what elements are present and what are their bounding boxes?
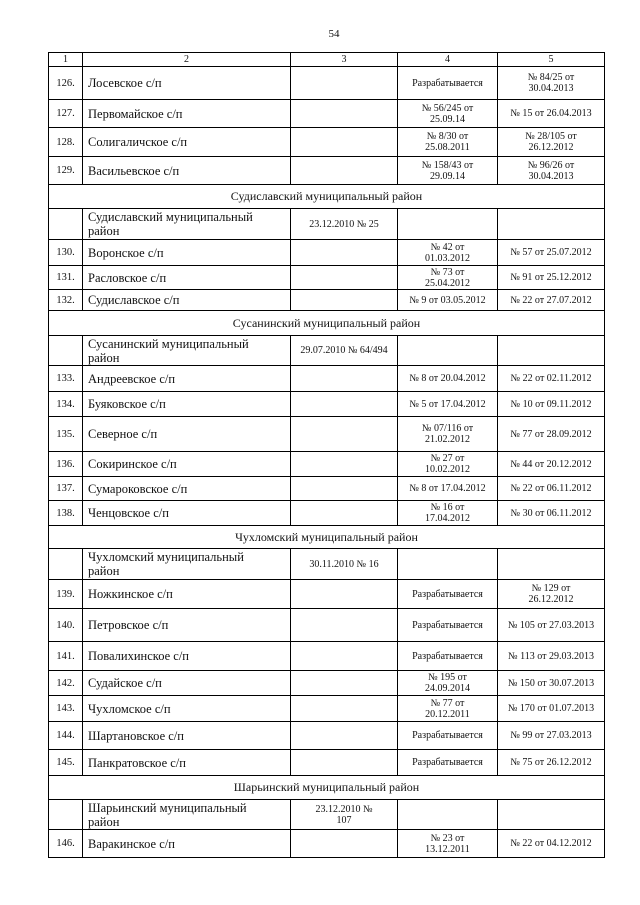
row-number: 135. — [56, 428, 75, 440]
column-5-value-cell — [498, 722, 605, 750]
column-5-value-cell — [498, 750, 605, 776]
column-4-value: № 07/116 от 21.02.2012 — [421, 423, 474, 445]
table-row — [49, 830, 605, 858]
column-5-value-cell — [498, 100, 605, 128]
column-4-value: Разрабатывается — [412, 77, 483, 89]
row-number-cell — [49, 209, 83, 240]
settlement-name-cell — [83, 696, 291, 722]
column-3-value-cell — [291, 501, 398, 526]
row-number: 134. — [56, 398, 75, 410]
column-5-value: № 22 от 02.11.2012 — [510, 373, 592, 384]
column-3-value-cell — [291, 642, 398, 671]
district-document-cell — [291, 336, 398, 366]
table-body — [49, 67, 605, 858]
column-3-value-cell — [291, 452, 398, 477]
settlement-name-cell — [83, 477, 291, 501]
row-number: 141. — [56, 650, 75, 662]
column-4-value: № 73 от 25.04.2012 — [425, 266, 470, 289]
column-5-value: № 96/26 от 30.04.2013 — [527, 159, 575, 182]
column-5-value-cell — [498, 417, 605, 452]
settlement-name: Петровское с/п — [88, 618, 169, 632]
section-row — [49, 776, 605, 800]
settlement-name: Повалихинское с/п — [88, 649, 190, 663]
table-row — [49, 290, 605, 311]
row-number-cell — [49, 240, 83, 266]
district-document-cell — [291, 800, 398, 830]
settlement-name-cell — [83, 452, 291, 477]
settlement-name: Сумароковское с/п — [88, 481, 188, 496]
district-document-cell — [291, 209, 398, 240]
settlement-name-cell — [83, 501, 291, 526]
table-row — [49, 266, 605, 290]
column-3-value-cell — [291, 366, 398, 392]
column-3-value-cell — [291, 392, 398, 417]
row-number: 143. — [56, 703, 75, 714]
settlement-name: Панкратовское с/п — [88, 755, 186, 770]
row-number-cell — [49, 671, 83, 696]
settlement-name: Сокиринское с/п — [88, 457, 177, 471]
row-number: 144. — [56, 730, 75, 741]
row-number-cell — [49, 417, 83, 452]
column-3-value-cell — [291, 696, 398, 722]
column-4-value-cell — [398, 67, 498, 100]
settlement-name: Шартановское с/п — [88, 728, 184, 743]
column-4-value: № 27 от 10.02.2012 — [425, 453, 470, 475]
column-4-value-cell — [398, 417, 498, 452]
column-5-value-cell — [498, 830, 605, 858]
district-document: 23.12.2010 № 25 — [309, 218, 379, 230]
column-4-value-cell — [398, 290, 498, 311]
column-3-value-cell — [291, 477, 398, 501]
column-4-value-cell — [398, 696, 498, 722]
table-row — [49, 417, 605, 452]
settlement-name: Солигаличское с/п — [88, 135, 188, 149]
row-number-cell — [49, 642, 83, 671]
column-4-value-cell — [398, 336, 498, 366]
section-heading: Чухломский муниципальный район — [235, 529, 418, 544]
table-row — [49, 642, 605, 671]
column-4-value-cell — [398, 266, 498, 290]
column-4-value: Разрабатывается — [412, 730, 483, 741]
table-row — [49, 100, 605, 128]
column-3-value-cell — [291, 67, 398, 100]
row-number: 126. — [56, 77, 75, 89]
column-5-value-cell — [498, 671, 605, 696]
column-header-2: 2 — [83, 53, 291, 67]
row-number: 129. — [56, 165, 75, 176]
settlement-name: Северное с/п — [88, 427, 158, 441]
row-number-cell — [49, 67, 83, 100]
column-5-value: № 15 от 26.04.2013 — [510, 108, 592, 119]
row-number-cell — [49, 100, 83, 128]
settlement-name-cell — [83, 392, 291, 417]
column-5-value: № 129 от 26.12.2012 — [528, 583, 574, 605]
row-number-cell — [49, 157, 83, 185]
settlement-name: Судиславское с/п — [88, 293, 180, 307]
section-heading: Шарьинский муниципальный район — [233, 780, 420, 794]
table-row — [49, 67, 605, 100]
column-5-value: № 30 от 06.11.2012 — [510, 507, 592, 519]
district-name: Чухломский муниципальный район — [88, 550, 244, 578]
settlement-name-cell — [83, 671, 291, 696]
column-5-value-cell — [498, 642, 605, 671]
settlement-name-cell — [83, 240, 291, 266]
column-5-value: № 150 от 30.07.2013 — [507, 677, 595, 689]
settlements-table — [48, 52, 605, 858]
table-row — [49, 128, 605, 157]
settlement-name-cell — [83, 750, 291, 776]
column-4-value-cell — [398, 800, 498, 830]
column-3-value-cell — [291, 609, 398, 642]
row-number: 146. — [56, 838, 75, 849]
row-number: 139. — [56, 588, 75, 600]
row-number: 131. — [56, 272, 75, 283]
header-row — [49, 53, 605, 67]
table-row — [49, 392, 605, 417]
row-number-cell — [49, 477, 83, 501]
settlement-name: Буяковское с/п — [88, 397, 166, 411]
column-4-value: № 56/245 от 25.09.14 — [421, 102, 474, 125]
column-4-value-cell — [398, 642, 498, 671]
column-3-value-cell — [291, 290, 398, 311]
row-number: 133. — [56, 373, 75, 384]
column-5-value-cell — [498, 67, 605, 100]
table-row — [49, 477, 605, 501]
column-5-value-cell — [498, 392, 605, 417]
column-5-value-cell — [498, 157, 605, 185]
settlement-name-cell — [83, 580, 291, 609]
column-4-value: № 8 от 17.04.2012 — [409, 483, 486, 494]
row-number: 132. — [56, 294, 75, 306]
column-5-value: № 57 от 25.07.2012 — [510, 247, 592, 258]
row-number: 138. — [56, 507, 75, 519]
settlement-name-cell — [83, 157, 291, 185]
column-4-value: Разрабатывается — [412, 650, 483, 662]
column-header-5: 5 — [498, 53, 605, 67]
column-4-value: № 158/43 от 29.09.14 — [421, 159, 474, 182]
settlement-name-cell — [83, 366, 291, 392]
district-row — [49, 209, 605, 240]
settlement-name: Расловское с/п — [88, 270, 167, 285]
column-5-value-cell — [498, 800, 605, 830]
settlement-name-cell — [83, 67, 291, 100]
table-row — [49, 696, 605, 722]
district-name: Сусанинский муниципальный район — [88, 336, 249, 365]
section-row — [49, 185, 605, 209]
column-5-value: № 22 от 27.07.2012 — [510, 294, 592, 306]
column-5-value: № 75 от 26.12.2012 — [510, 757, 592, 768]
column-5-value: № 91 от 25.12.2012 — [510, 272, 592, 283]
district-name-cell — [83, 800, 291, 830]
column-4-value: № 9 от 03.05.2012 — [409, 294, 486, 306]
column-4-value: № 77 от 20.12.2011 — [425, 697, 470, 720]
district-document: 23.12.2010 № 107 — [315, 803, 373, 826]
column-4-value-cell — [398, 392, 498, 417]
column-header-1: 1 — [49, 53, 83, 67]
column-5-value: № 105 от 27.03.2013 — [507, 619, 595, 631]
column-5-value-cell — [498, 290, 605, 311]
row-number-cell — [49, 580, 83, 609]
column-5-value-cell — [498, 580, 605, 609]
column-5-value: № 44 от 20.12.2012 — [510, 458, 592, 470]
district-document: 29.07.2010 № 64/494 — [300, 345, 388, 356]
table-row — [49, 750, 605, 776]
district-document-cell — [291, 549, 398, 580]
row-number-cell — [49, 128, 83, 157]
column-5-value: № 170 от 01.07.2013 — [507, 703, 595, 714]
row-number-cell — [49, 722, 83, 750]
section-heading-cell — [49, 526, 605, 549]
section-heading-cell — [49, 311, 605, 336]
settlement-name-cell — [83, 830, 291, 858]
column-5-value-cell — [498, 366, 605, 392]
column-4-value-cell — [398, 750, 498, 776]
column-4-value-cell — [398, 240, 498, 266]
column-5-value-cell — [498, 696, 605, 722]
column-3-value-cell — [291, 671, 398, 696]
column-4-value: Разрабатывается — [412, 757, 483, 768]
column-5-value-cell — [498, 501, 605, 526]
settlement-name-cell — [83, 417, 291, 452]
column-header-4: 4 — [398, 53, 498, 67]
column-5-value: № 22 от 04.12.2012 — [510, 838, 592, 849]
row-number: 136. — [56, 458, 75, 470]
column-5-value-cell — [498, 549, 605, 580]
column-3-value-cell — [291, 157, 398, 185]
column-4-value-cell — [398, 722, 498, 750]
district-name-cell — [83, 209, 291, 240]
district-document: 30.11.2010 № 16 — [309, 558, 379, 570]
settlement-name: Васильевское с/п — [88, 163, 180, 178]
table-row — [49, 501, 605, 526]
column-4-value-cell — [398, 549, 498, 580]
row-number: 127. — [56, 108, 75, 119]
row-number-cell — [49, 501, 83, 526]
column-4-value-cell — [398, 501, 498, 526]
settlement-name-cell — [83, 609, 291, 642]
column-header-3: 3 — [291, 53, 398, 67]
column-4-value: № 23 от 13.12.2011 — [425, 832, 470, 855]
district-name: Шарьинский муниципальный район — [88, 800, 247, 829]
row-number-cell — [49, 336, 83, 366]
column-5-value: № 28/105 от 26.12.2012 — [525, 131, 577, 153]
column-3-value-cell — [291, 750, 398, 776]
section-row — [49, 526, 605, 549]
settlement-name: Ножкинское с/п — [88, 587, 173, 601]
column-4-value: № 42 от 01.03.2012 — [425, 241, 470, 264]
row-number: 130. — [56, 247, 75, 258]
column-4-value: Разрабатывается — [412, 588, 483, 600]
table-row — [49, 722, 605, 750]
column-5-value: № 10 от 09.11.2012 — [510, 398, 592, 410]
column-5-value-cell — [498, 452, 605, 477]
column-5-value-cell — [498, 477, 605, 501]
row-number-cell — [49, 549, 83, 580]
row-number: 142. — [56, 677, 75, 689]
column-5-value-cell — [498, 609, 605, 642]
row-number-cell — [49, 392, 83, 417]
district-row — [49, 336, 605, 366]
column-4-value: № 5 от 17.04.2012 — [409, 398, 486, 410]
column-4-value-cell — [398, 830, 498, 858]
settlement-name-cell — [83, 128, 291, 157]
column-4-value-cell — [398, 477, 498, 501]
settlement-name: Судайское с/п — [88, 676, 162, 690]
settlement-name-cell — [83, 722, 291, 750]
column-5-value: № 77 от 28.09.2012 — [510, 428, 592, 440]
column-5-value-cell — [498, 240, 605, 266]
column-4-value-cell — [398, 580, 498, 609]
column-4-value: Разрабатывается — [412, 619, 483, 631]
district-name: Судиславский муниципальный район — [88, 210, 253, 238]
column-5-value-cell — [498, 128, 605, 157]
row-number-cell — [49, 266, 83, 290]
table-row — [49, 240, 605, 266]
column-5-value: № 99 от 27.03.2013 — [510, 730, 592, 741]
column-3-value-cell — [291, 100, 398, 128]
settlement-name-cell — [83, 266, 291, 290]
section-heading: Сусанинский муниципальный район — [232, 315, 421, 330]
column-4-value-cell — [398, 671, 498, 696]
column-4-value-cell — [398, 100, 498, 128]
settlement-name: Чухломское с/п — [88, 701, 171, 716]
row-number-cell — [49, 696, 83, 722]
column-3-value-cell — [291, 240, 398, 266]
district-row — [49, 549, 605, 580]
row-number: 137. — [56, 483, 75, 494]
column-4-value: № 8/30 от 25.08.2011 — [425, 131, 470, 153]
column-3-value-cell — [291, 417, 398, 452]
settlement-name: Лосевское с/п — [88, 76, 162, 90]
row-number-cell — [49, 452, 83, 477]
row-number-cell — [49, 830, 83, 858]
settlement-name: Ченцовское с/п — [88, 506, 169, 520]
column-5-value: № 113 от 29.03.2013 — [508, 650, 594, 662]
column-4-value-cell — [398, 157, 498, 185]
table-row — [49, 452, 605, 477]
column-4-value: № 8 от 20.04.2012 — [409, 373, 486, 384]
row-number: 140. — [56, 619, 75, 631]
column-4-value-cell — [398, 609, 498, 642]
column-4-value-cell — [398, 452, 498, 477]
column-3-value-cell — [291, 830, 398, 858]
district-row — [49, 800, 605, 830]
column-4-value-cell — [398, 128, 498, 157]
table-row — [49, 157, 605, 185]
row-number-cell — [49, 366, 83, 392]
settlement-name: Андреевское с/п — [88, 371, 176, 386]
section-heading-cell — [49, 776, 605, 800]
row-number-cell — [49, 290, 83, 311]
column-3-value-cell — [291, 722, 398, 750]
district-name-cell — [83, 336, 291, 366]
section-row — [49, 311, 605, 336]
column-5-value: № 22 от 06.11.2012 — [510, 483, 592, 494]
column-3-value-cell — [291, 128, 398, 157]
settlement-name-cell — [83, 100, 291, 128]
table-row — [49, 580, 605, 609]
settlement-name-cell — [83, 642, 291, 671]
column-4-value-cell — [398, 209, 498, 240]
table-row — [49, 671, 605, 696]
column-5-value-cell — [498, 336, 605, 366]
column-4-value: № 195 от 24.09.2014 — [425, 672, 470, 694]
column-4-value-cell — [398, 366, 498, 392]
settlement-name: Варакинское с/п — [88, 836, 175, 851]
section-heading-cell — [49, 185, 605, 209]
page-number: 54 — [328, 28, 340, 40]
row-number-cell — [49, 609, 83, 642]
settlement-name-cell — [83, 290, 291, 311]
row-number-cell — [49, 800, 83, 830]
row-number: 128. — [56, 136, 75, 148]
table-row — [49, 609, 605, 642]
column-5-value-cell — [498, 209, 605, 240]
section-heading: Судиславский муниципальный район — [230, 189, 423, 203]
settlement-name: Первомайское с/п — [88, 106, 183, 121]
column-4-value: № 16 от 17.04.2012 — [425, 502, 470, 524]
column-3-value-cell — [291, 266, 398, 290]
column-3-value-cell — [291, 580, 398, 609]
column-5-value-cell — [498, 266, 605, 290]
table-row — [49, 366, 605, 392]
settlement-name: Воронское с/п — [88, 245, 164, 260]
column-5-value: № 84/25 от 30.04.2013 — [527, 72, 575, 94]
row-number-cell — [49, 750, 83, 776]
row-number: 145. — [56, 757, 75, 768]
district-name-cell — [83, 549, 291, 580]
